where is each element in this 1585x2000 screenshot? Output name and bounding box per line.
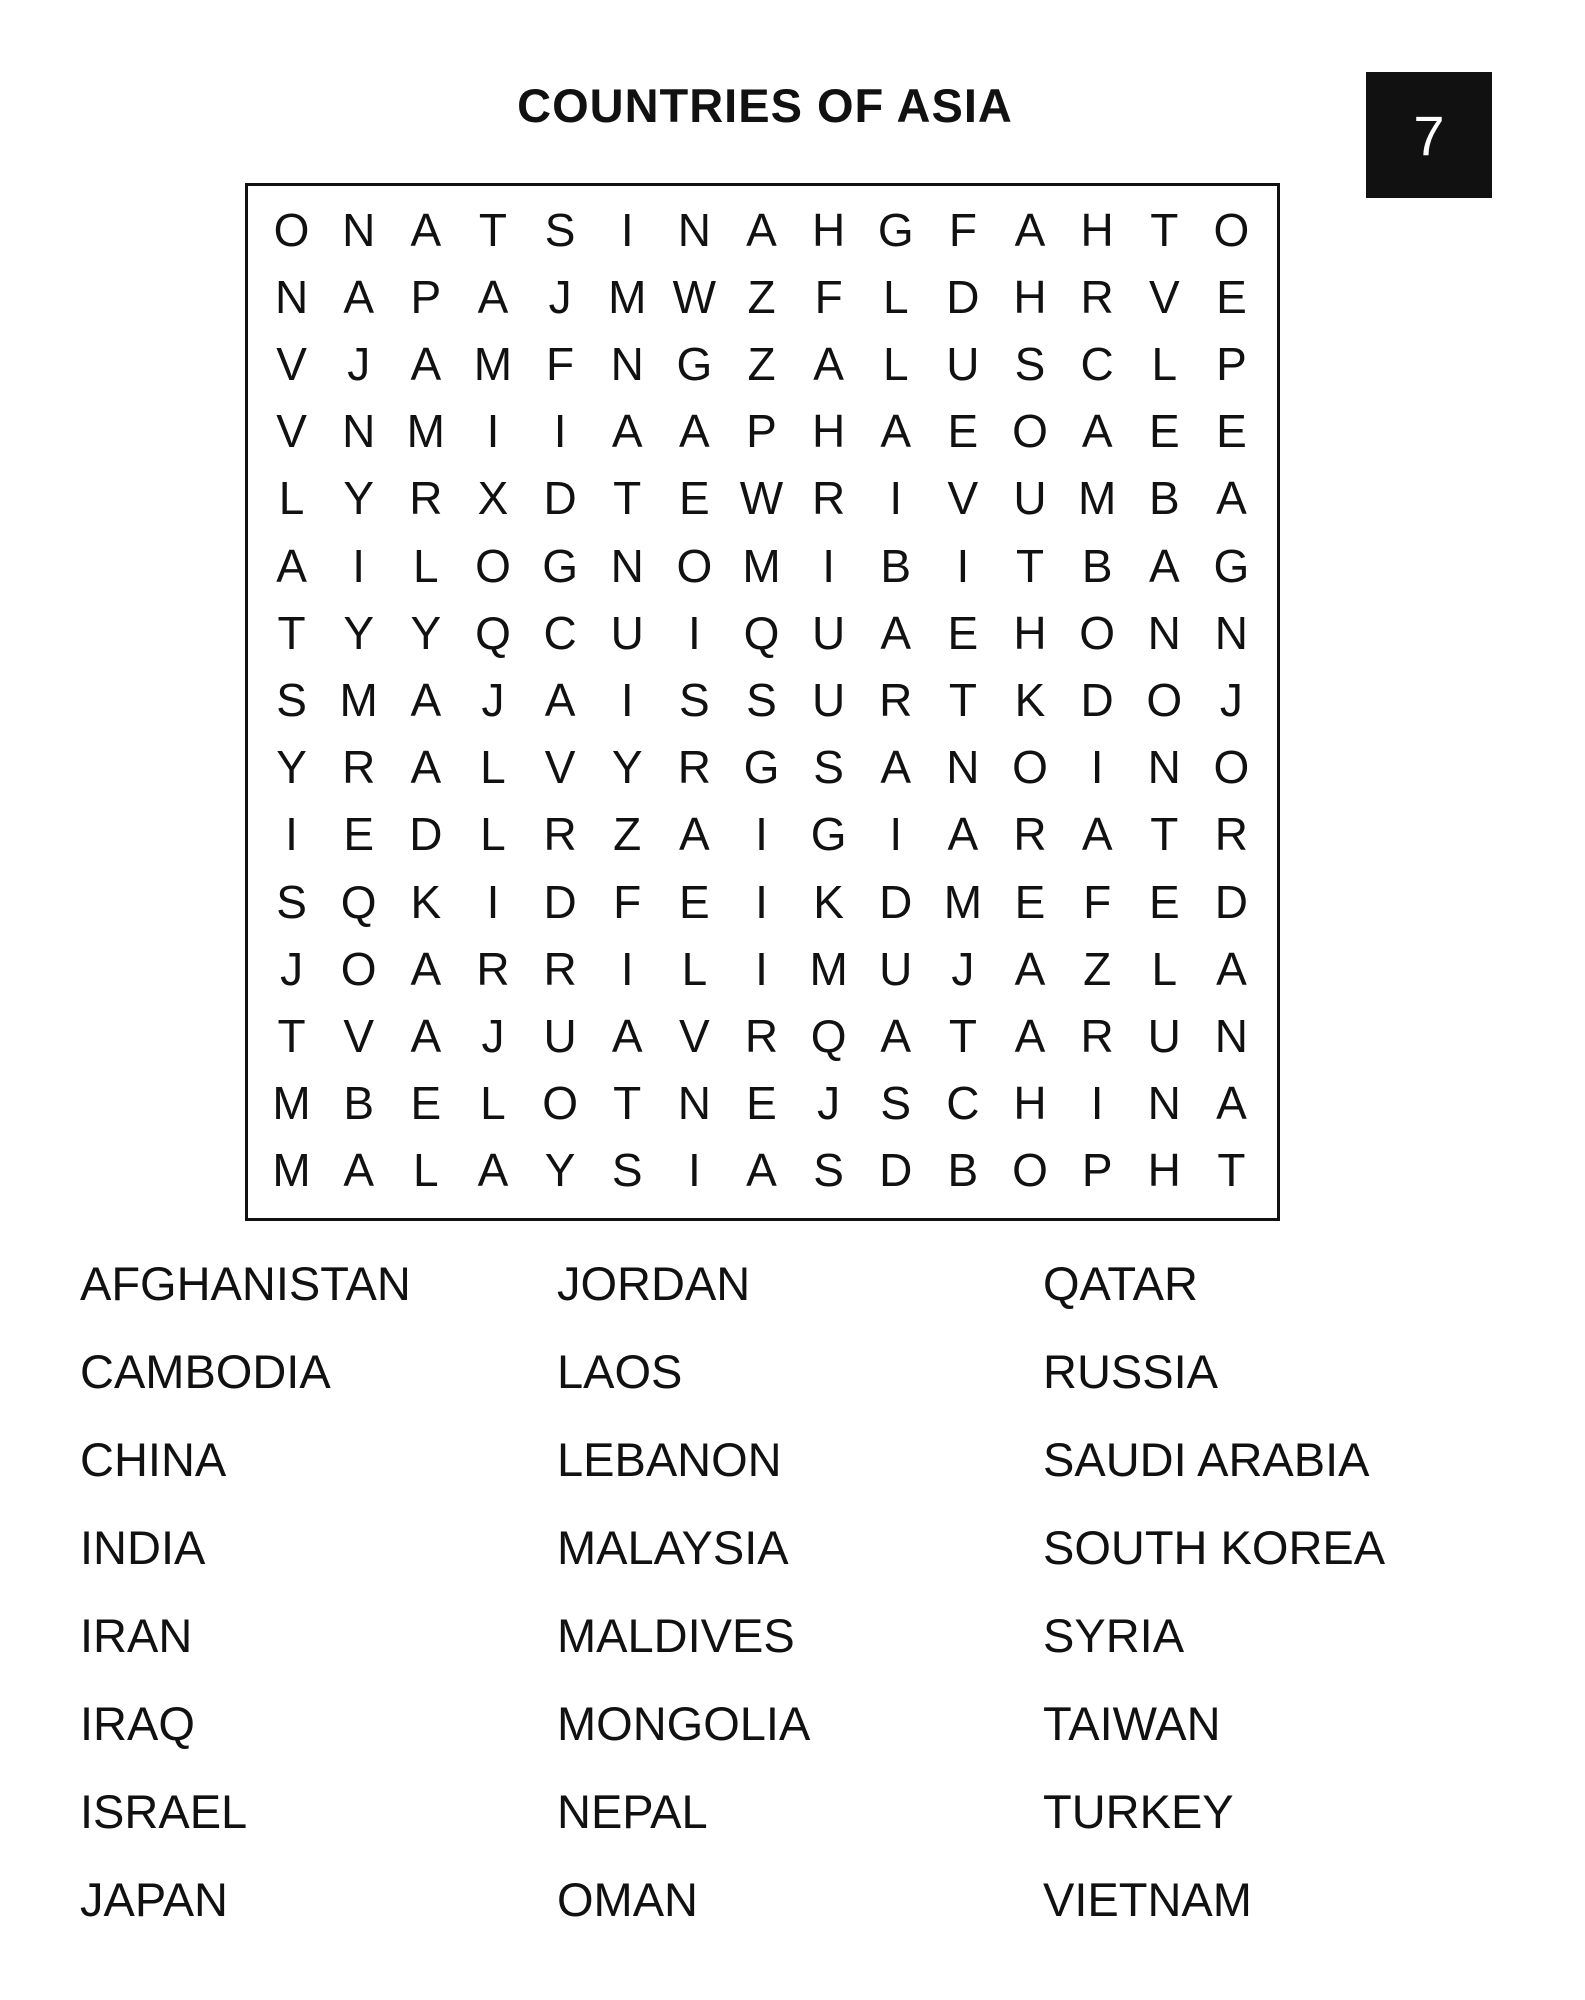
grid-letter: L	[413, 539, 439, 592]
grid-letter: A	[477, 270, 509, 323]
grid-letter: H	[1147, 1144, 1181, 1197]
grid-letter: N	[1147, 741, 1181, 794]
grid-letter: D	[543, 875, 577, 928]
grid-letter: R	[1080, 270, 1114, 323]
grid-letter: I	[822, 539, 836, 592]
grid-letter: S	[813, 741, 844, 794]
grid-letter: E	[1014, 875, 1046, 928]
grid-letter: I	[620, 942, 634, 995]
grid-letter: U	[879, 942, 913, 995]
grid-letter: B	[343, 1077, 375, 1130]
page-number-badge: 7	[1366, 72, 1492, 198]
grid-letter: O	[1012, 1144, 1048, 1197]
grid-letter: T	[948, 673, 977, 726]
grid-letter: J	[951, 942, 975, 995]
word-list-item: RUSSIA	[1043, 1345, 1218, 1398]
word-list-item: JAPAN	[80, 1873, 228, 1926]
grid-letter: Y	[410, 606, 442, 659]
grid-letter: A	[410, 203, 442, 256]
grid-letter: E	[947, 405, 979, 458]
grid-letter: F	[948, 203, 977, 256]
grid-letter: P	[410, 270, 442, 323]
grid-letter: A	[679, 808, 710, 861]
grid-letter: T	[1150, 808, 1179, 861]
grid-letter: E	[947, 606, 979, 659]
grid-letter: A	[947, 808, 979, 861]
grid-letter: R	[1214, 808, 1249, 861]
grid-letter: F	[613, 875, 642, 928]
grid-letter: C	[543, 606, 577, 659]
grid-letter: A	[746, 1144, 777, 1197]
grid-letter: M	[809, 942, 848, 995]
grid-letter: A	[410, 337, 442, 390]
grid-letter: D	[1214, 875, 1249, 928]
grid-letter: N	[1147, 606, 1181, 659]
grid-letter: I	[755, 875, 768, 928]
grid-letter: A	[746, 203, 777, 256]
word-search-grid	[258, 196, 1265, 1204]
grid-letter: A	[1081, 808, 1113, 861]
word-list-column-1	[80, 1240, 411, 1944]
grid-letter: R	[543, 942, 577, 995]
word-list-item: CHINA	[80, 1433, 227, 1486]
grid-letter: A	[544, 673, 576, 726]
grid-letter: D	[1080, 673, 1114, 726]
grid-letter: F	[1083, 875, 1112, 928]
grid-letter: Q	[743, 606, 780, 659]
grid-letter: I	[620, 673, 634, 726]
grid-letter: I	[620, 203, 634, 256]
grid-letter: N	[610, 539, 644, 592]
page-title: COUNTRIES OF ASIA	[517, 79, 1013, 132]
grid-letter: J	[280, 942, 304, 995]
grid-letter: B	[1081, 539, 1113, 592]
grid-letter: K	[410, 875, 442, 928]
grid-letter: E	[679, 875, 710, 928]
grid-letter: A	[880, 1009, 912, 1062]
grid-letter: N	[342, 405, 376, 458]
grid-letter: E	[1216, 270, 1247, 323]
word-list-item: NEPAL	[557, 1785, 708, 1838]
grid-letter: M	[943, 875, 983, 928]
grid-letter: I	[687, 606, 701, 659]
grid-letter: Q	[340, 875, 377, 928]
grid-letter: Z	[1083, 942, 1112, 995]
grid-letter: A	[1148, 539, 1180, 592]
word-list-item: QATAR	[1043, 1257, 1198, 1310]
grid-letter: J	[1219, 673, 1243, 726]
grid-letter: A	[1014, 1009, 1046, 1062]
grid-letter: V	[343, 1009, 375, 1062]
grid-letter: P	[1216, 337, 1247, 390]
grid-letter: R	[879, 673, 913, 726]
grid-letter: I	[1090, 1077, 1104, 1130]
grid-letter: I	[755, 808, 768, 861]
grid-letter: B	[880, 539, 912, 592]
word-list-item: LEBANON	[557, 1433, 782, 1486]
grid-letter: U	[812, 606, 846, 659]
grid-letter: Y	[544, 1144, 576, 1197]
grid-letter: D	[946, 270, 980, 323]
grid-letter: M	[473, 337, 513, 390]
grid-letter: R	[342, 741, 376, 794]
grid-letter: U	[946, 337, 980, 390]
word-list-item: IRAN	[80, 1609, 193, 1662]
grid-letter: U	[1147, 1009, 1181, 1062]
grid-letter: F	[546, 337, 575, 390]
grid-letter: Y	[343, 606, 375, 659]
grid-letter: A	[1216, 472, 1247, 525]
grid-letter: V	[679, 1009, 710, 1062]
grid-letter: E	[1148, 875, 1180, 928]
grid-letter: J	[548, 270, 572, 323]
grid-letter: L	[480, 1077, 506, 1130]
grid-letter: U	[610, 606, 644, 659]
grid-letter: O	[676, 539, 713, 592]
grid-letter: M	[608, 270, 647, 323]
grid-letter: R	[812, 472, 846, 525]
grid-letter: O	[542, 1077, 578, 1130]
grid-letter: A	[611, 405, 643, 458]
grid-letter: M	[1077, 472, 1117, 525]
word-search-grid-frame	[245, 183, 1280, 1221]
grid-letter: H	[1013, 1077, 1047, 1130]
grid-letter: U	[543, 1009, 577, 1062]
grid-letter: O	[273, 203, 310, 256]
grid-letter: T	[277, 1009, 306, 1062]
grid-letter: A	[679, 405, 710, 458]
grid-letter: I	[755, 942, 768, 995]
grid-letter: E	[1216, 405, 1247, 458]
grid-letter: N	[677, 1077, 711, 1130]
grid-letter: R	[744, 1009, 779, 1062]
grid-letter: L	[480, 808, 506, 861]
grid-letter: Y	[343, 472, 375, 525]
grid-letter: K	[1014, 673, 1046, 726]
grid-letter: G	[743, 741, 780, 794]
word-list-column-3	[1043, 1240, 1385, 1944]
grid-letter: H	[812, 203, 846, 256]
grid-letter: P	[1081, 1144, 1113, 1197]
grid-letter: A	[1216, 1077, 1247, 1130]
grid-letter: J	[481, 1009, 505, 1062]
grid-letter: Y	[276, 741, 307, 794]
grid-letter: N	[677, 203, 711, 256]
grid-letter: Q	[810, 1009, 847, 1062]
word-list-item: OMAN	[557, 1873, 698, 1926]
word-list-item: VIETNAM	[1043, 1873, 1252, 1926]
grid-letter: T	[1217, 1144, 1246, 1197]
word-list-item: TURKEY	[1043, 1785, 1234, 1838]
grid-letter: H	[1013, 270, 1047, 323]
grid-letter: R	[409, 472, 443, 525]
grid-letter: A	[1014, 942, 1046, 995]
grid-letter: Y	[611, 741, 643, 794]
grid-letter: S	[611, 1144, 643, 1197]
word-list-item: SOUTH KOREA	[1043, 1521, 1386, 1574]
grid-letter: V	[544, 741, 576, 794]
grid-letter: O	[1213, 203, 1250, 256]
grid-letter: M	[272, 1144, 311, 1197]
grid-letter: T	[277, 606, 306, 659]
grid-letter: V	[947, 472, 979, 525]
word-list-column-2	[557, 1240, 810, 1944]
grid-letter: I	[1090, 741, 1104, 794]
grid-letter: S	[813, 1144, 844, 1197]
grid-letter: A	[410, 741, 442, 794]
grid-letter: I	[486, 405, 500, 458]
grid-letter: N	[610, 337, 644, 390]
grid-letter: A	[276, 539, 307, 592]
grid-letter: R	[476, 942, 510, 995]
grid-letter: D	[543, 472, 577, 525]
grid-letter: T	[613, 1077, 642, 1130]
word-list-item: SYRIA	[1043, 1609, 1185, 1662]
grid-letter: A	[1216, 942, 1247, 995]
grid-letter: O	[1146, 673, 1183, 726]
grid-letter: J	[347, 337, 371, 390]
grid-letter: W	[672, 270, 717, 323]
grid-letter: G	[1213, 539, 1250, 592]
grid-letter: I	[486, 875, 500, 928]
word-list-item: SAUDI ARABIA	[1043, 1433, 1370, 1486]
grid-letter: A	[410, 1009, 442, 1062]
grid-letter: E	[343, 808, 375, 861]
grid-letter: R	[677, 741, 711, 794]
grid-letter: N	[274, 270, 309, 323]
grid-letter: A	[813, 337, 844, 390]
grid-letter: L	[413, 1144, 439, 1197]
grid-letter: A	[880, 606, 912, 659]
grid-letter: S	[880, 1077, 912, 1130]
grid-letter: I	[889, 472, 903, 525]
grid-letter: E	[746, 1077, 777, 1130]
grid-letter: Z	[613, 808, 642, 861]
word-list-item: MONGOLIA	[557, 1697, 811, 1750]
grid-letter: O	[1079, 606, 1116, 659]
grid-letter: E	[1148, 405, 1180, 458]
grid-letter: N	[1214, 606, 1249, 659]
grid-letter: K	[813, 875, 844, 928]
grid-letter: V	[276, 405, 307, 458]
grid-letter: A	[880, 405, 912, 458]
grid-letter: O	[1012, 405, 1048, 458]
grid-letter: F	[814, 270, 843, 323]
grid-letter: E	[679, 472, 710, 525]
word-list-item: IRAQ	[80, 1697, 195, 1750]
grid-letter: A	[611, 1009, 643, 1062]
grid-letter: N	[1147, 1077, 1181, 1130]
grid-letter: U	[1013, 472, 1047, 525]
word-list-item: AFGHANISTAN	[80, 1257, 411, 1310]
grid-letter: G	[810, 808, 847, 861]
grid-letter: B	[947, 1144, 979, 1197]
grid-letter: G	[877, 203, 914, 256]
word-list-item: JORDAN	[557, 1257, 751, 1310]
grid-letter: T	[948, 1009, 977, 1062]
grid-letter: S	[276, 673, 307, 726]
word-list-item: MALAYSIA	[557, 1521, 789, 1574]
word-list-item: INDIA	[80, 1521, 206, 1574]
grid-letter: S	[679, 673, 710, 726]
word-list	[0, 1240, 1585, 1940]
grid-letter: G	[676, 337, 713, 390]
grid-letter: T	[613, 472, 642, 525]
grid-letter: I	[553, 405, 567, 458]
grid-letter: Z	[747, 337, 776, 390]
grid-letter: S	[544, 203, 576, 256]
grid-letter: A	[410, 942, 442, 995]
grid-letter: G	[542, 539, 578, 592]
grid-letter: E	[410, 1077, 442, 1130]
grid-letter: L	[278, 472, 305, 525]
grid-letter: M	[742, 539, 781, 592]
grid-letter: S	[746, 673, 777, 726]
word-list-item: MALDIVES	[557, 1609, 795, 1662]
grid-letter: A	[410, 673, 442, 726]
grid-letter: X	[477, 472, 509, 525]
grid-letter: C	[1080, 337, 1114, 390]
word-list-item: CAMBODIA	[80, 1345, 331, 1398]
grid-letter: Q	[475, 606, 511, 659]
grid-letter: L	[480, 741, 506, 794]
grid-letter: T	[478, 203, 508, 256]
grid-letter: O	[340, 942, 377, 995]
grid-letter: A	[477, 1144, 509, 1197]
grid-letter: H	[1080, 203, 1114, 256]
grid-letter: A	[1081, 405, 1113, 458]
grid-letter: T	[1150, 203, 1179, 256]
grid-letter: I	[956, 539, 970, 592]
grid-letter: L	[681, 942, 708, 995]
word-list-item: ISRAEL	[80, 1785, 248, 1838]
grid-letter: V	[276, 337, 307, 390]
grid-letter: N	[342, 203, 376, 256]
word-list-item: LAOS	[557, 1345, 683, 1398]
grid-letter: R	[543, 808, 577, 861]
grid-letter: M	[272, 1077, 311, 1130]
grid-letter: L	[1151, 942, 1178, 995]
grid-letter: D	[409, 808, 443, 861]
grid-letter: Z	[747, 270, 776, 323]
grid-letter: S	[276, 875, 307, 928]
grid-letter: V	[1148, 270, 1180, 323]
grid-letter: N	[1214, 1009, 1249, 1062]
grid-letter: D	[879, 1144, 913, 1197]
grid-letter: A	[1014, 203, 1046, 256]
grid-letter: W	[739, 472, 784, 525]
grid-letter: I	[889, 808, 903, 861]
grid-letter: A	[343, 270, 375, 323]
grid-letter: M	[406, 405, 445, 458]
grid-letter: O	[1213, 741, 1250, 794]
grid-letter: J	[481, 673, 505, 726]
grid-letter: D	[879, 875, 913, 928]
grid-letter: A	[343, 1144, 375, 1197]
grid-letter: H	[812, 405, 846, 458]
grid-letter: I	[285, 808, 298, 861]
grid-letter: O	[475, 539, 511, 592]
grid-letter: L	[882, 270, 909, 323]
grid-letter: R	[1080, 1009, 1114, 1062]
grid-letter: L	[882, 337, 909, 390]
grid-letter: T	[1015, 539, 1045, 592]
grid-letter: C	[946, 1077, 980, 1130]
grid-letter: I	[352, 539, 366, 592]
grid-letter: M	[339, 673, 378, 726]
grid-letter: I	[687, 1144, 701, 1197]
grid-letter: A	[880, 741, 912, 794]
grid-letter: U	[812, 673, 846, 726]
grid-letter: R	[1013, 808, 1047, 861]
grid-letter: N	[946, 741, 980, 794]
grid-letter: B	[1148, 472, 1180, 525]
grid-letter: J	[817, 1077, 841, 1130]
grid-letter: O	[1012, 741, 1048, 794]
grid-letter: P	[746, 405, 777, 458]
grid-letter: L	[1151, 337, 1178, 390]
word-list-item: TAIWAN	[1043, 1697, 1221, 1750]
grid-letter: H	[1013, 606, 1047, 659]
grid-letter: S	[1014, 337, 1046, 390]
